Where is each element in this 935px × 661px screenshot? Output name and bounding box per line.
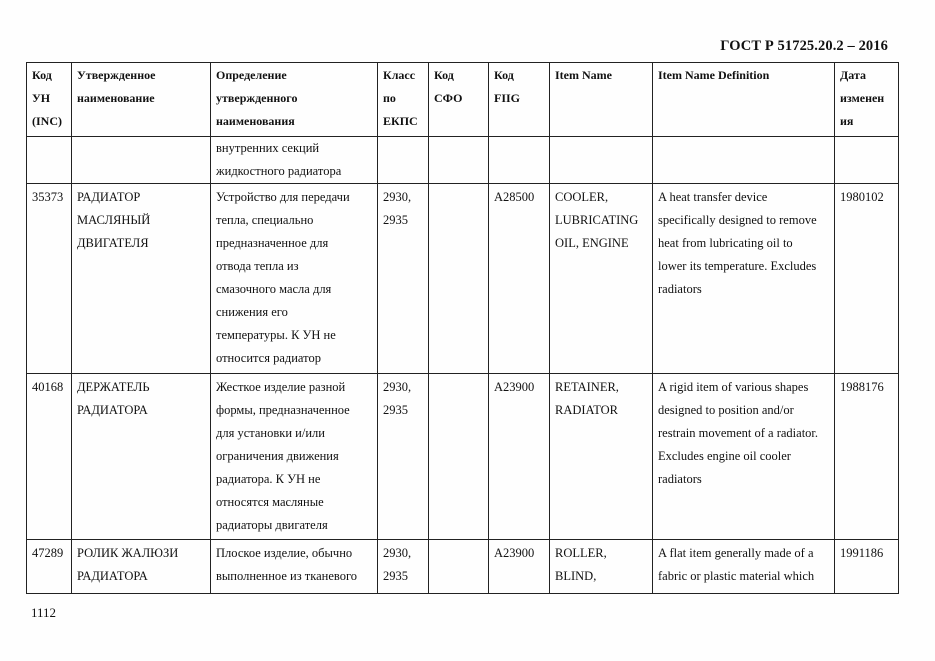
cell-sfo-code (429, 374, 489, 540)
cell-definition: Жесткое изделие разной формы, предназначенное для установки и/или ограничения движения радиатора. К УН не относятся масляные радиаторы двигателя (211, 374, 378, 540)
header-definition: Определение утвержденного наименования (211, 63, 378, 137)
cell-ekps-class (378, 137, 429, 184)
cell-item-name-definition: A rigid item of various shapes designed to position and/or restrain movement of a radiator. Excludes engine oil cooler radiators (653, 374, 835, 540)
cell-fiig-code: A28500 (489, 184, 550, 374)
cell-fiig-code (489, 137, 550, 184)
cell-definition: внутренних секций жидкостного радиатора (211, 137, 378, 184)
cell-item-name (550, 137, 653, 184)
header-sfo-code: Код СФО (429, 63, 489, 137)
document-title: ГОСТ Р 51725.20.2 – 2016 (720, 38, 888, 54)
cell-ekps-class: 2930, 2935 (378, 374, 429, 540)
header-change-date: Дата изменен ия (835, 63, 899, 137)
header-inc: Код УН (INC) (27, 63, 72, 137)
table-row (27, 540, 899, 594)
header-approved-name: Утвержденное наименование (72, 63, 211, 137)
cell-change-date: 1980102 (835, 184, 899, 374)
cell-item-name-definition (653, 137, 835, 184)
cell-definition: Устройство для передачи тепла, специально предназначенное для отвода тепла из смазочного масла для снижения его температуры. К УН не относится радиатор (211, 184, 378, 374)
header-item-name-definition: Item Name Definition (653, 63, 835, 137)
cell-definition: Плоское изделие, обычно выполненное из тканевого (211, 540, 378, 594)
cell-item-name: RETAINER, RADIATOR (550, 374, 653, 540)
header-item-name: Item Name (550, 63, 653, 137)
table-row (27, 184, 899, 374)
cell-inc (27, 137, 72, 184)
cell-item-name-definition: A flat item generally made of a fabric or plastic material which (653, 540, 835, 594)
cell-ekps-class: 2930, 2935 (378, 540, 429, 594)
cell-approved-name: РАДИАТОР МАСЛЯНЫЙ ДВИГАТЕЛЯ (72, 184, 211, 374)
table-row (27, 374, 899, 540)
header-ekps-class: Класс по ЕКПС (378, 63, 429, 137)
cell-sfo-code (429, 540, 489, 594)
table-row (27, 137, 899, 184)
cell-approved-name: ДЕРЖАТЕЛЬ РАДИАТОРА (72, 374, 211, 540)
cell-item-name-definition: A heat transfer device specifically designed to remove heat from lubricating oil to lower its temperature. Excludes radiators (653, 184, 835, 374)
table-header-row (27, 63, 899, 137)
cell-ekps-class: 2930, 2935 (378, 184, 429, 374)
cell-inc: 35373 (27, 184, 72, 374)
cell-change-date: 1991186 (835, 540, 899, 594)
nomenclature-table (26, 62, 899, 594)
page-number: 1112 (31, 605, 57, 620)
header-fiig-code: Код FIIG (489, 63, 550, 137)
cell-fiig-code: A23900 (489, 374, 550, 540)
cell-approved-name: РОЛИК ЖАЛЮЗИ РАДИАТОРА (72, 540, 211, 594)
cell-change-date (835, 137, 899, 184)
cell-inc: 40168 (27, 374, 72, 540)
cell-fiig-code: A23900 (489, 540, 550, 594)
cell-item-name: ROLLER, BLIND, (550, 540, 653, 594)
cell-sfo-code (429, 184, 489, 374)
cell-inc: 47289 (27, 540, 72, 594)
cell-sfo-code (429, 137, 489, 184)
cell-change-date: 1988176 (835, 374, 899, 540)
cell-approved-name (72, 137, 211, 184)
cell-item-name: COOLER, LUBRICATING OIL, ENGINE (550, 184, 653, 374)
